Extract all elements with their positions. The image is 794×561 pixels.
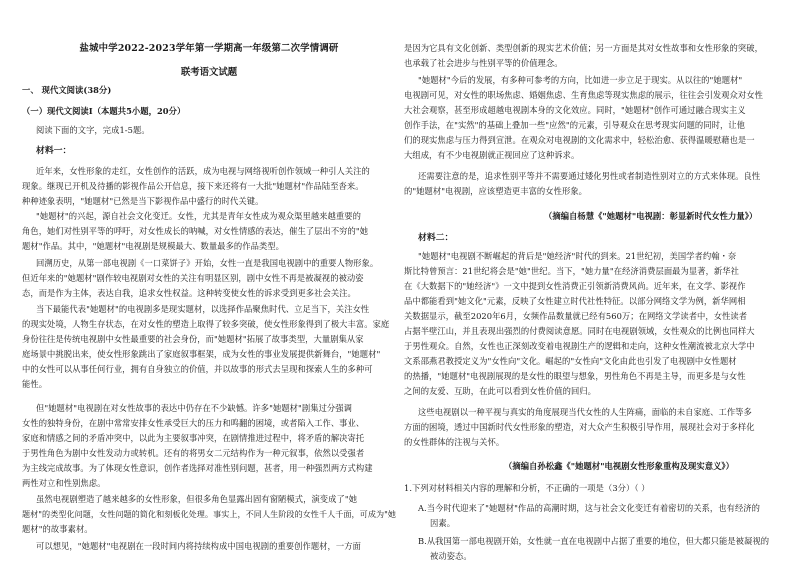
right-text-line: 的"她题材"电视剧，应该塑造更丰富的女性形象。 — [404, 186, 588, 196]
left-text-line: 中的女性可以从事任何行业，拥有自身独立的价值，并以故事的形式去呈现和探索人生的多种可 — [22, 364, 373, 374]
left-text-line: 当下最能代表"她题材"的电视剧多是现实题材，以选择作品聚焦时代、立足当下，关注女性 — [36, 304, 370, 314]
right-text-line: 1.下列对材料相关内容的理解和分析，不正确的一项是（3分）（ ） — [404, 483, 650, 493]
right-text-line: "她题材"电视剧不断崛起的背后是"她经济"时代的到来。21世纪初，美国学者约翰・奈 — [418, 251, 737, 261]
right-text-line: 被动姿态。 — [430, 551, 472, 561]
right-text-line: B.从我国第一部电视剧开始，女性就一直在电视剧中占据了重要的地位，但大都只能是被凝视的 — [418, 536, 770, 546]
left-column — [22, 0, 396, 560]
left-text-line: 能性。 — [22, 379, 48, 389]
right-text-line: 关数据显示，截至2020年6月，女频作品数量就已经有560万；在网络文学读者中，女性读者 — [404, 311, 748, 321]
left-text-line: 于男性角色为剧中女性发动力或转机。还有的将男女二元结构作为一种元叙事，依然以受强者 — [22, 448, 365, 458]
left-text-line: 家庭和情感之间的矛盾冲突中，以此为主要叙事冲突，在剧情推进过程中，将矛盾的解决寄托 — [22, 433, 365, 443]
left-text-line: 角色，她们对性别平等的呼吁，对女性成长的呐喊，对女性情感的表达，催生了层出不穷的"她 — [22, 226, 369, 236]
left-text-line: 的现实处境，人物生存状态，在对女性的塑造上取得了较多突破，使女性形象得到了极大丰富。家庭 — [22, 319, 390, 329]
right-text-line: 于男性观众。自然，女性也正深刻改变着电视剧生产的逻辑和走向，这种女性潮流被北京大学中 — [404, 341, 755, 351]
left-text-line: 但近年来的"她题材"剧作较电视剧对女性的关注有明显区别，剧中女性不再是被凝视的被动姿 — [22, 273, 364, 283]
right-text-line: 电视剧可见，对女性的职场焦虑、婚姻焦虑、生育焦虑等现实焦虑的展示，往往会引发观众对女性 — [404, 90, 763, 100]
right-text-line: 占据半壁江山，并且表现出强烈的付费阅读意愿。同时在电视剧领域，女性观众的比例也同样大 — [404, 326, 755, 336]
right-text-line: 们的现实焦虑与压力得到宣泄。在观众对电视剧的文化需求中，轻松治愈、获得温暖慰藉也是一 — [404, 135, 755, 145]
right-text-line: 因素。 — [430, 518, 456, 528]
left-text-line: 题材"的类型化问题，女性问题的简化和刻板化处理。事实上，不同人生阶段的女性千人千面，可成为"她 — [22, 509, 397, 519]
right-text-line: "她题材"今后的发展，有多种可参考的方向，比如进一步立足于现实。从以往的"她题材" — [418, 75, 743, 85]
right-text-line: 在《大数据下的"她经济"》一文中提到女性消费正引领新消费风尚。近年来，在文学、影视作 — [404, 281, 746, 291]
left-text-line: 一、 现代文阅读(38分) — [22, 85, 112, 95]
right-text-line: 是因为它具有文化创新、类型创新的现实艺术价值；另一方面是其对女性故事和女性形象的突破， — [404, 43, 763, 53]
right-text-line: A.当今时代迎来了"她题材"作品的高潮时期，这与社会文化变迁有着密切的关系，也有经济的 — [418, 503, 760, 513]
left-text-line: 庭场景中挑脱出来，使女性形象跳出了家庭叙事框架，成为女性的事业发展提供新舞台，"她题材" — [22, 349, 381, 359]
right-text-line: 文系邵燕君教授定义为"女性向"文化。崛起的"女性向"文化由此也引发了电视剧中女性题材 — [404, 356, 737, 366]
right-text-line: 的热播，"她题材"电视剧展现的是女性的眼望与想象，男性角色不再是主导，而更多是与女性 — [404, 371, 746, 381]
left-text-line: 可以想见，"她题材"电视剧在一段时间内将持续构成中国电视剧的重要创作题材，一方面 — [36, 541, 361, 551]
right-text-line: 大组成，有不少电视剧就正视回应了这种诉求。 — [404, 150, 580, 160]
left-text-line: 为主线完成故事。为了体现女性意识，创作者选择对准性别问题，甚者，用一种强烈两方式构建 — [22, 463, 373, 473]
left-text-line: 虽然电视剧塑造了越来越多的女性形象，但很多角色显露出固有窗陋模式，演变成了"她 — [36, 494, 358, 504]
left-text-line: 回溯历史，从第一部电视剧《一口菜饼子》开始，女性一直是我国电视剧中的重要人物形象。 — [36, 258, 379, 268]
left-text-line: 材料一： — [36, 146, 72, 156]
right-text-line: 方面的困境，透过中国新时代女性形象的塑造，对大众产生积极引导作用，展现社会对于多样化 — [404, 422, 755, 432]
right-text-line: （摘编自孙松鑫《"她题材"电视剧女性形象重构及现实意义》） — [504, 461, 734, 471]
left-text-line: 两性对立和性别焦虑。 — [22, 478, 106, 488]
right-text-line: 这些电视剧以一种平视与真实的角度展现当代女性的人生阵痛，面临的未自家庭、工作等多 — [418, 407, 752, 417]
left-text-line: 现象。继现已开机及待播的影视作品公开信息，接下来还将有一大批"她题材"作品陆至沓来。 — [22, 181, 364, 191]
left-text-line: 身份往往是传统电视剧中女性最重要的社会身份，而"她题材"拓展了故事类型，大量剧集从家 — [22, 334, 364, 344]
exam-subtitle: 联考语文试题 — [180, 67, 238, 78]
right-text-line: 创作手法，在"实然"的基础上叠加一些"应然"的元素，引导观众在思考现实问题的同时，让他 — [404, 120, 745, 130]
left-text-line: （一）现代文阅读Ⅰ（本题共5小题，20分） — [22, 106, 186, 116]
right-text-line: 品中都能看到"她文化"元素，反映了女性建立时代社性特征。以部分网络文学为例，新华网相 — [404, 296, 746, 306]
exam-title: 盐城中学2022-2023学年第一学期高一年级第二次学情调研 — [79, 43, 339, 54]
left-text-line: 但"她题材"电视剧在对女性故事的表达中仍存在不少缺憾。许多"她题材"剧集过分强调 — [36, 403, 352, 413]
left-text-line: 阅读下面的文字，完成1-5题。 — [36, 125, 150, 135]
left-text-line: 题材"的故事素材。 — [22, 524, 93, 534]
left-text-line: "她题材"的兴起，源自社会文化变迁。女性，尤其是青年女性成为观众渠里越来越重要的 — [36, 211, 361, 221]
left-text-line: 题材"作品。其中，"她题材"电视剧是规模最大、数量最多的作品类型。 — [22, 241, 285, 251]
left-text-line: 种种迹象表明，"她题材"已然是当下影视作品中盛行的时代关键。 — [22, 196, 264, 206]
right-text-line: 材料二： — [418, 233, 454, 243]
left-text-line: 态，而是作为主体，表达自我，追求女性权益。这种转变使女性的诉求受到更多社会关注。 — [22, 288, 356, 298]
right-column — [404, 0, 778, 560]
right-text-line: 大社会观察，甚至形成超越电视剧本身的文化效应。同时，"她题材"创作可通过融合现实主义 — [404, 105, 746, 115]
left-text-line: 近年来，女性形象的走红，女性创作的活跃，成为电视与网络视听创作领域一种引人关注的 — [36, 166, 370, 176]
left-text-line: 女性的独特身份，在剧中常常安排女性承受巨大的压力和鸣翻的困境，或者陷入工作、事业、 — [22, 418, 365, 428]
right-text-line: 斯比特曾预言：21世纪将会是"她"世纪。当下，"她力量"在经济消费层面最为显著，新华社 — [404, 266, 739, 276]
right-text-line: 的女性群体的注视与关怀。 — [404, 437, 505, 447]
right-text-line: （摘编自杨慧《"她题材"电视剧：彰显新时代女性力量》） — [544, 211, 758, 221]
right-text-line: 还需要注意的是，追求性别平等并不需要通过矮化男性或者制造性别对立的方式来体现。良性 — [418, 171, 761, 181]
right-text-line: 也承载了社会进步与性别平等的价值理念。 — [404, 58, 563, 68]
right-text-line: 之间的友爱、互助，在此可以看到女性价值的回归。 — [404, 386, 596, 396]
